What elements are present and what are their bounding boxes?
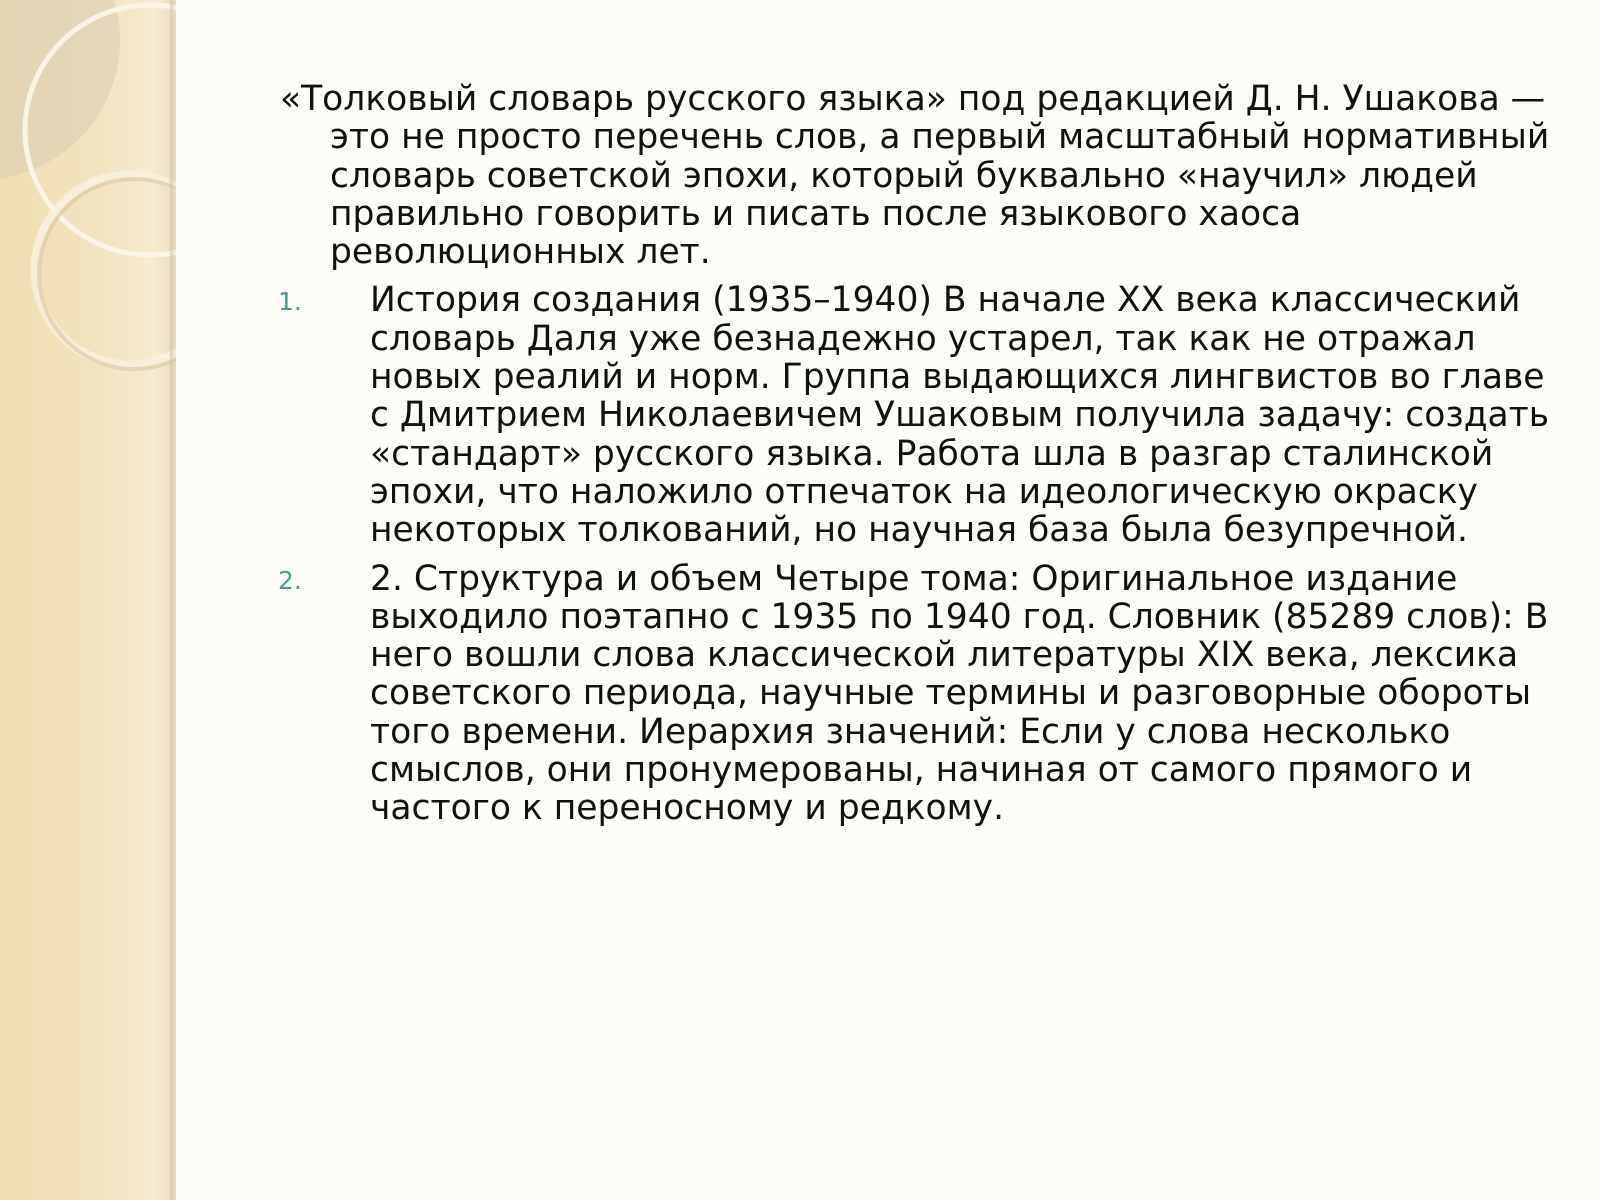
- slide-content: [280, 80, 1550, 838]
- decorative-side-panel: [0, 0, 176, 1200]
- list-item-text: 2. Структура и объем Четыре тома: Оригинальное издание выходило поэтапно с 1935 по 1940 год. Словник (85289 слов): В него вошли слова классической литературы XIX века, лексика советского периода, научные термины и разговорные обороты того времени. Иерархия значений: Если у слова несколько смыслов, они пронумерованы, начиная от самого прямого и частого к переносному и редкому.: [370, 558, 1549, 829]
- decorative-rings-ornament: [0, 0, 176, 400]
- side-panel-edge: [170, 0, 176, 1200]
- ring-large-fill: [0, 0, 120, 180]
- numbered-list: [280, 281, 1550, 827]
- ring-small-outline: [35, 175, 176, 365]
- list-item-number: 1.: [278, 287, 302, 317]
- list-item-number: 2.: [278, 565, 302, 595]
- list-item-text: История создания (1935–1940) В начале XX века классический словарь Даля уже безнадежно устарел, так как не отражал новых реалий и норм. Группа выдающихся лингвистов во главе с Дмитрием Николаевичем Ушаковым получила задачу: создать «стандарт» русского языка. Работа шла в разгар сталинской эпохи, что наложило отпечаток на идеологическую окраску некоторых толкований, но научная база была безупречной.: [370, 280, 1550, 551]
- list-item: [278, 560, 1550, 828]
- list-item: [278, 281, 1550, 549]
- intro-paragraph: «Толковый словарь русского языка» под редакцией Д. Н. Ушакова — это не просто перечень слов, а первый масштабный нормативный словарь советской эпохи, который буквально «научил» людей правильно говорить и писать после языкового хаоса революционных лет.: [280, 79, 1550, 273]
